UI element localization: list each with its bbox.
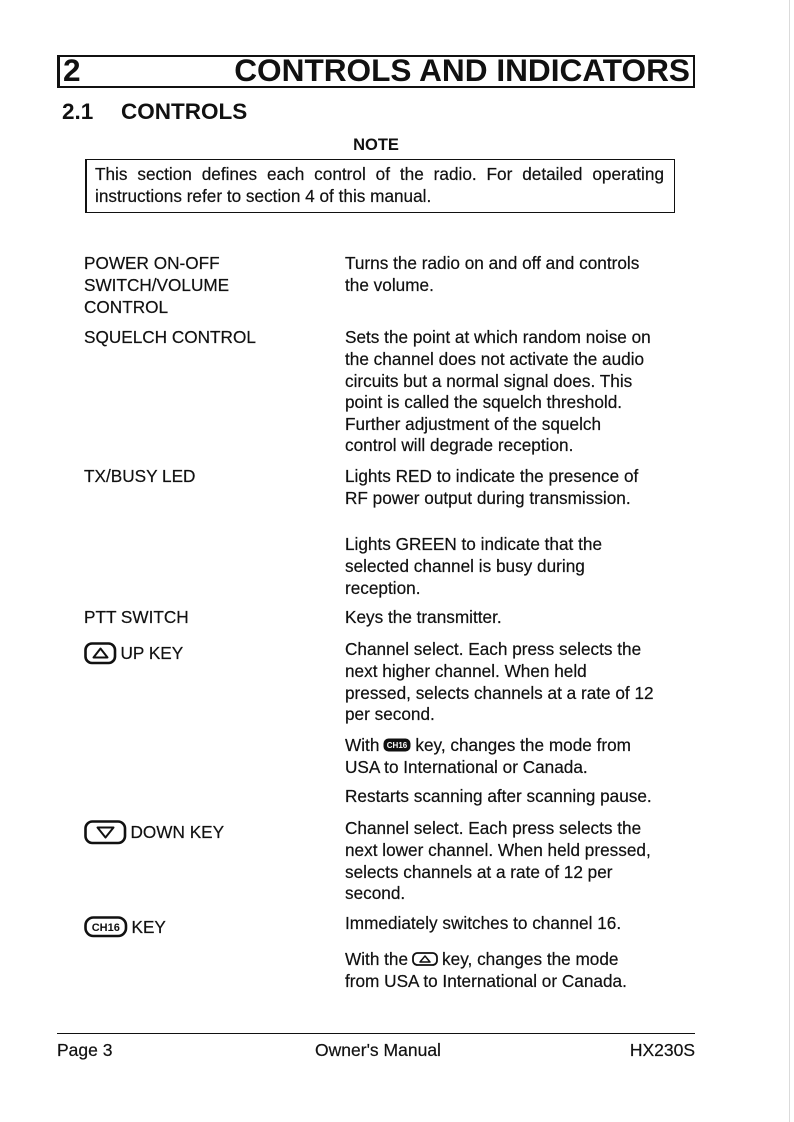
text-after-icon: key, changes the mode from — [415, 735, 631, 756]
note-line: This section defines each control of the radio. For detailed operating — [95, 164, 664, 184]
description-line — [345, 735, 631, 757]
description-line: second. — [345, 883, 406, 904]
tx-busy-led-red-description — [345, 466, 638, 509]
description-line: Channel select. Each press selects the — [345, 818, 642, 839]
description-line: pressed, selects channels at a rate of 12 — [345, 682, 654, 703]
scan-edge-line — [789, 0, 790, 1122]
power-switch-label — [84, 253, 229, 318]
down-key-description — [345, 818, 651, 904]
text-before-icon: With the — [345, 949, 409, 970]
key-text: CH16 — [387, 741, 408, 751]
tx-busy-led-green-description — [345, 534, 602, 599]
ptt-switch-description — [345, 607, 502, 629]
label-line: CONTROL — [84, 296, 169, 317]
description-line: Turns the radio on and off and controls — [345, 253, 640, 274]
ch16-key-icon — [84, 916, 128, 938]
footer-document-title: Owner's Manual — [315, 1040, 441, 1060]
triangle-down — [98, 827, 114, 837]
triangle-up — [94, 648, 108, 657]
description-line: Keys the transmitter. — [345, 607, 502, 628]
squelch-control-label — [84, 327, 256, 349]
text-after-icon: key, changes the mode — [442, 949, 619, 970]
description-line: next lower channel. When held pressed, — [345, 839, 651, 860]
note-heading: NOTE — [353, 136, 399, 154]
description-line: Immediately switches to channel 16. — [345, 913, 622, 934]
key-text: CH16 — [91, 922, 120, 934]
ch16-key-description — [345, 913, 621, 935]
up-key-icon — [84, 642, 117, 665]
up-key-icon — [412, 952, 438, 966]
footer-rule — [57, 1033, 695, 1034]
label-line: SQUELCH CONTROL — [84, 327, 256, 348]
description-line: next higher channel. When held — [345, 660, 587, 681]
footer-model: HX230S — [629, 1040, 695, 1060]
description-line: reception. — [345, 577, 421, 598]
triangle-up — [420, 956, 430, 962]
down-key-text: DOWN KEY — [130, 822, 225, 842]
key-outline — [413, 953, 437, 965]
description-line: from USA to International or Canada. — [345, 970, 627, 991]
section-number: 2.1 — [62, 99, 94, 124]
description-line: RF power output during transmission. — [345, 487, 631, 508]
footer-page-number: Page 3 — [57, 1040, 113, 1060]
note-box — [85, 159, 675, 213]
description-line: point is called the squelch threshold. — [345, 392, 623, 413]
description-line: Lights GREEN to indicate that the — [345, 534, 602, 555]
description-line: USA to International or Canada. — [345, 756, 588, 777]
description-line: selects channels at a rate of 12 per — [345, 861, 613, 882]
key-outline — [86, 821, 126, 843]
ch16-key-icon — [383, 738, 411, 752]
ptt-switch-label — [84, 607, 189, 629]
section-title: CONTROLS — [121, 99, 248, 124]
note-line: instructions refer to section 4 of this manual. — [95, 185, 432, 206]
description-line: Sets the point at which random noise on — [345, 327, 651, 348]
label-line: SWITCH/VOLUME — [84, 274, 230, 295]
description-line — [345, 949, 627, 971]
squelch-control-description — [345, 327, 651, 457]
label-line: TX/BUSY LED — [84, 466, 196, 487]
ch16-key-text: KEY — [131, 917, 166, 937]
description-line: the channel does not activate the audio — [345, 348, 645, 369]
description-line: Further adjustment of the squelch — [345, 413, 602, 434]
description-line: control will degrade reception. — [345, 435, 574, 456]
description-line: Channel select. Each press selects the — [345, 639, 642, 660]
down-key-label — [84, 819, 224, 845]
ch16-key-mode-change — [345, 949, 627, 992]
description-line: Lights RED to indicate the presence of — [345, 466, 639, 487]
label-line: PTT SWITCH — [84, 607, 189, 628]
chapter-number: 2 — [63, 52, 81, 88]
key-outline — [86, 643, 116, 663]
up-key-description — [345, 639, 654, 725]
tx-busy-led-label — [84, 466, 195, 488]
up-key-text: UP KEY — [120, 643, 184, 663]
label-line: POWER ON-OFF — [84, 253, 220, 274]
up-key-mode-change — [345, 735, 631, 778]
description-line: selected channel is busy during — [345, 555, 585, 576]
up-key-restart-description — [345, 786, 652, 808]
up-key-label — [84, 640, 183, 666]
text-before-icon: With — [345, 735, 380, 756]
ch16-key-label — [84, 914, 166, 940]
chapter-title: CONTROLS AND INDICATORS — [234, 52, 690, 88]
description-line: circuits but a normal signal does. This — [345, 370, 633, 391]
power-switch-description — [345, 253, 639, 296]
description-line: per second. — [345, 704, 435, 725]
description-line: the volume. — [345, 274, 434, 295]
description-line: Restarts scanning after scanning pause. — [345, 786, 652, 807]
down-key-icon — [84, 820, 127, 845]
